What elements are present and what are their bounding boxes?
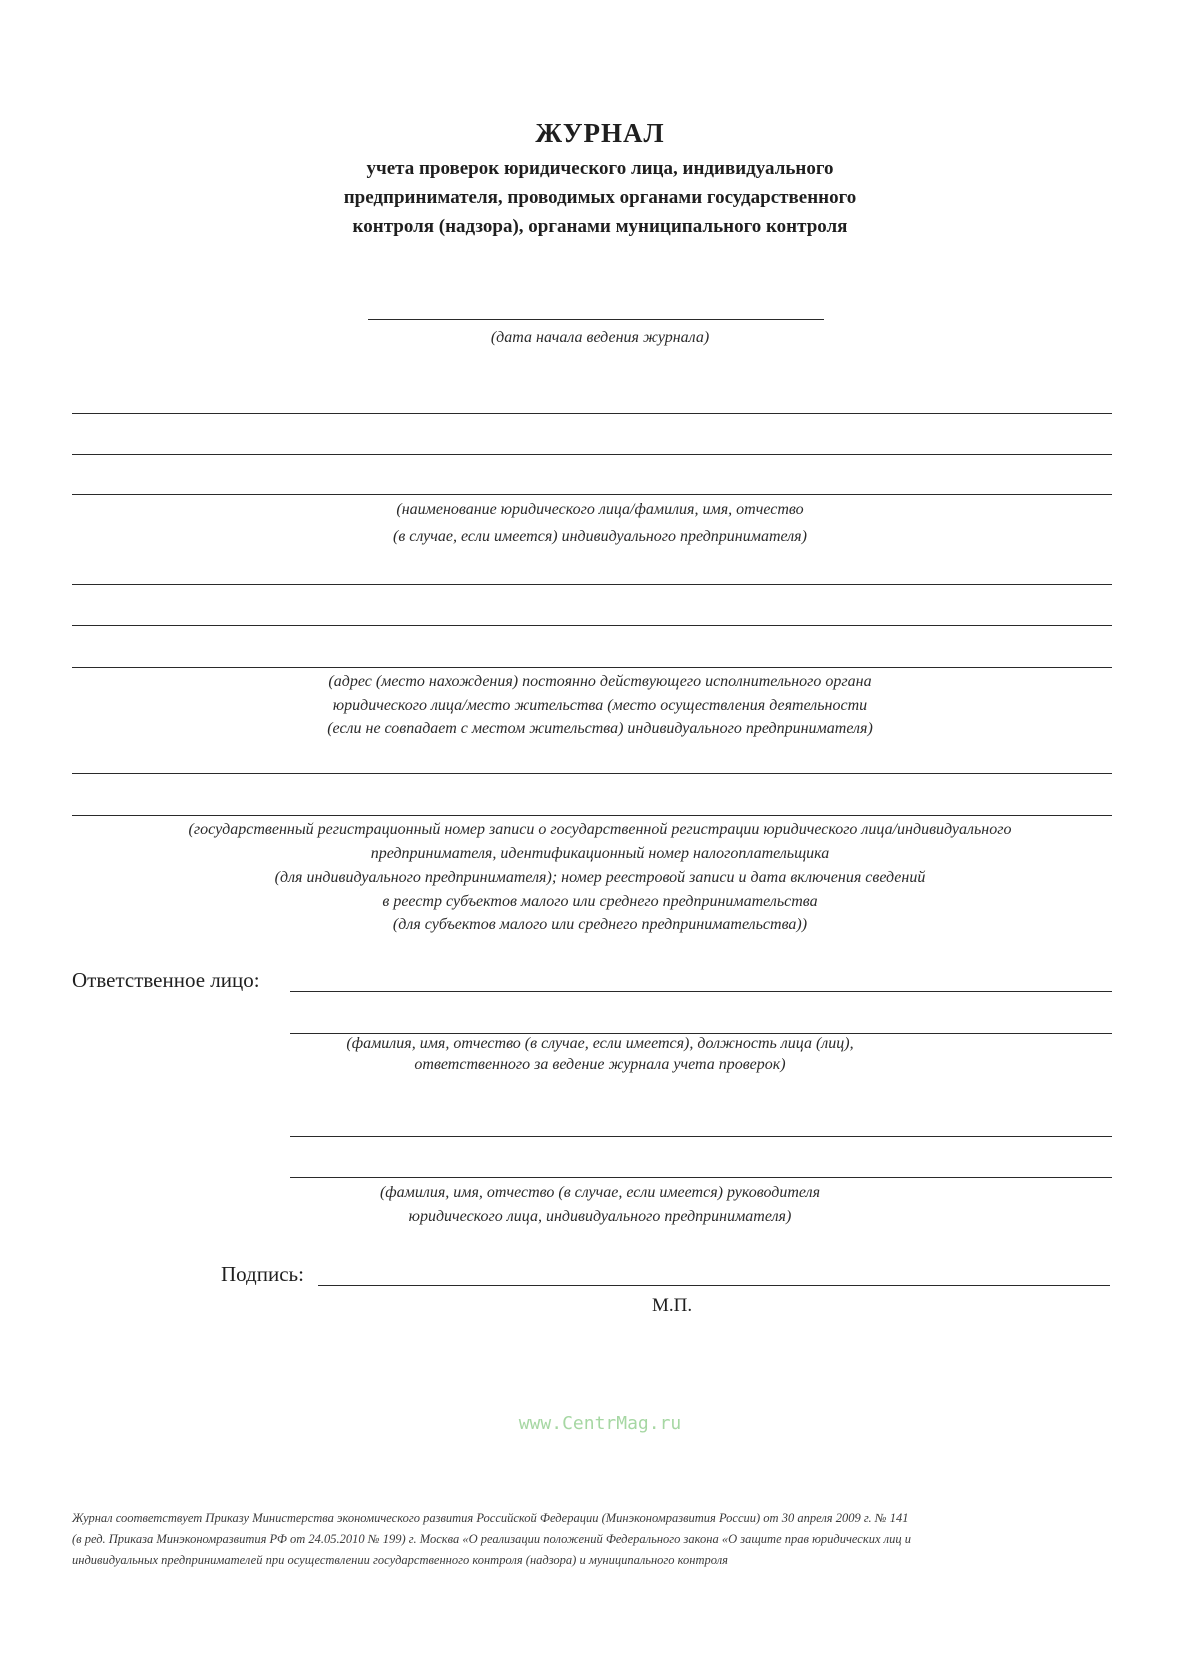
registration-line-2[interactable]	[72, 815, 1112, 816]
entity-name-line-2[interactable]	[72, 454, 1112, 455]
registration-caption-line-5: (для субъектов малого или среднего предпринимательства))	[392, 916, 808, 933]
document-subtitle-line-2: предпринимателя, проводимых органами государственного	[343, 187, 857, 208]
watermark-url: www.CentrMag.ru	[518, 1413, 682, 1434]
entity-name-caption-line-2: (в случае, если имеется) индивидуального предпринимателя)	[393, 528, 807, 545]
address-caption-line-1: (адрес (место нахождения) постоянно действующего исполнительного органа	[328, 673, 872, 690]
head-line-2[interactable]	[290, 1177, 1112, 1178]
address-line-1[interactable]	[72, 584, 1112, 585]
address-caption-line-3: (если не совпадает с местом жительства) индивидуального предпринимателя)	[327, 720, 873, 737]
registration-caption-line-2: предпринимателя, идентификационный номер налогоплательщика	[370, 845, 830, 862]
document-subtitle-line-1: учета проверок юридического лица, индивидуального	[366, 158, 834, 179]
footer-line-1: Журнал соответствует Приказу Министерства экономического развития Российской Федерации (Минэкономразвития России) от 30 апреля 2009 г. № 141	[72, 1511, 909, 1525]
responsible-caption-line-1: (фамилия, имя, отчество (в случае, если имеется), должность лица (лиц),	[346, 1035, 854, 1052]
responsible-person-line-2[interactable]	[290, 1033, 1112, 1034]
address-line-2[interactable]	[72, 625, 1112, 626]
responsible-person-label: Ответственное лицо:	[72, 968, 260, 992]
entity-name-line-3[interactable]	[72, 494, 1112, 495]
start-date-caption: (дата начала ведения журнала)	[490, 329, 710, 346]
footer-line-3: индивидуальных предпринимателей при осуществлении государственного контроля (надзора) и муниципального контроля	[72, 1553, 728, 1567]
address-caption-line-2: юридического лица/место жительства (место осуществления деятельности	[332, 697, 868, 714]
responsible-caption-line-2: ответственного за ведение журнала учета проверок)	[414, 1056, 786, 1073]
signature-label: Подпись:	[221, 1262, 304, 1286]
stamp-place-label: М.П.	[652, 1295, 693, 1316]
responsible-person-line-1[interactable]	[290, 991, 1112, 992]
registration-caption-line-1: (государственный регистрационный номер записи о государственной регистрации юридического лица/индивидуального	[188, 821, 1012, 838]
document-title: ЖУРНАЛ	[535, 118, 665, 148]
entity-name-line-1[interactable]	[72, 413, 1112, 414]
start-date-field-line[interactable]	[368, 319, 824, 320]
entity-name-caption-line-1: (наименование юридического лица/фамилия, имя, отчество	[396, 501, 804, 518]
head-line-1[interactable]	[290, 1136, 1112, 1137]
signature-line[interactable]	[318, 1285, 1110, 1286]
address-line-3[interactable]	[72, 667, 1112, 668]
head-caption-line-1: (фамилия, имя, отчество (в случае, если имеется) руководителя	[379, 1184, 821, 1201]
registration-caption-line-4: в реестр субъектов малого или среднего предпринимательства	[382, 893, 818, 910]
registration-caption-line-3: (для индивидуального предпринимателя); номер реестровой записи и дата включения сведений	[274, 869, 926, 886]
registration-line-1[interactable]	[72, 773, 1112, 774]
footer-line-2: (в ред. Приказа Минэкономразвития РФ от 24.05.2010 № 199) г. Москва «О реализации положений Федерального закона «О защите прав юридических лиц и	[72, 1532, 911, 1546]
head-caption-line-2: юридического лица, индивидуального предпринимателя)	[408, 1208, 792, 1225]
document-subtitle-line-3: контроля (надзора), органами муниципального контроля	[352, 216, 848, 237]
